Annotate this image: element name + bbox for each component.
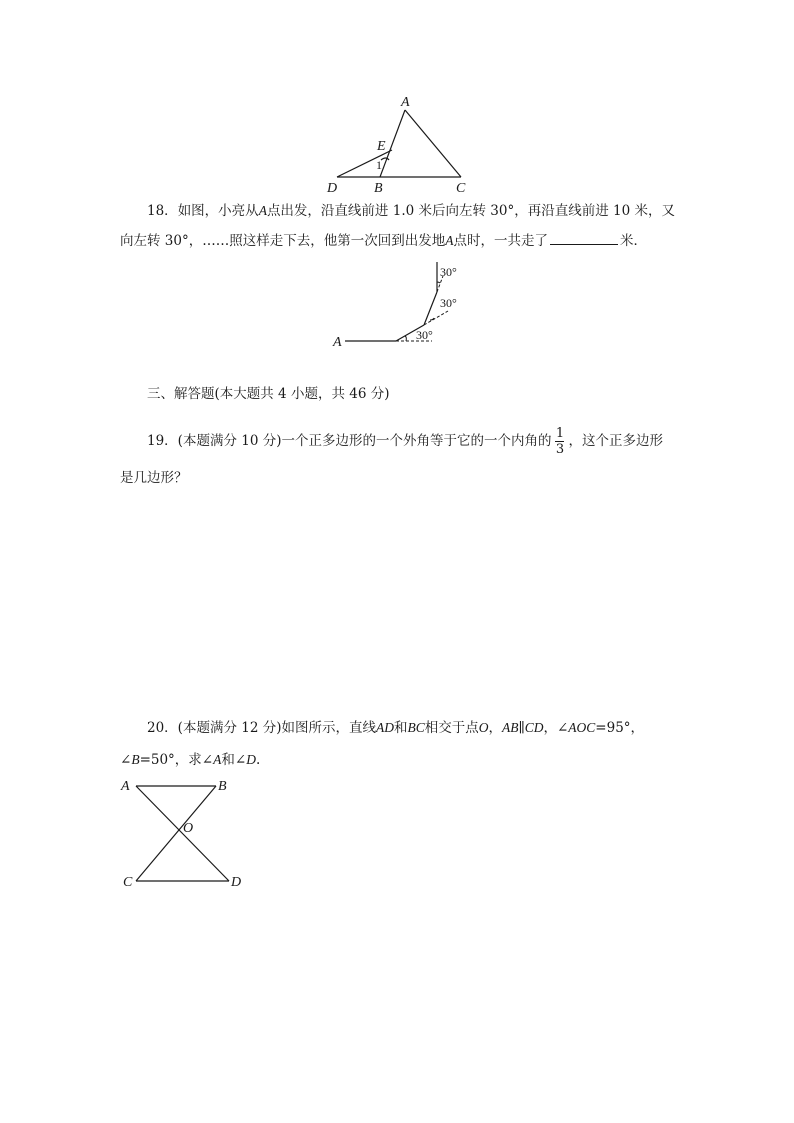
line-BC-q20 — [136, 786, 216, 881]
q20-D: D — [246, 752, 256, 767]
q20-text-2a: ∠ — [120, 752, 132, 768]
fig20-label-A: A — [121, 779, 130, 794]
q20-text-2b: =50°，求∠ — [139, 752, 214, 768]
angle-arc-a — [405, 336, 406, 341]
q20-AB-parallel-CD: AB∥CD — [502, 720, 544, 735]
q19-frac-num: 1 — [555, 426, 565, 441]
q20-text-1c: 相交于点 — [424, 720, 479, 736]
q20-text-2d: . — [255, 752, 261, 768]
q18-line-1 — [147, 201, 675, 221]
q18-line-2 — [120, 230, 647, 251]
q20-text-2c: 和∠ — [221, 752, 247, 768]
q19-frac-den: 3 — [555, 442, 565, 457]
q20-text-1a: 20．(本题满分 12 分)如图所示，直线 — [147, 720, 376, 736]
q18-text-2c: 米． — [619, 233, 647, 249]
q20-text-1e: ，∠ — [543, 720, 569, 736]
q20-O: O — [478, 720, 489, 735]
q19-suffix: ，这个正多边形 — [568, 433, 663, 449]
fig17-label-C: C — [456, 181, 466, 196]
fig18-angle-bottom: 30° — [416, 328, 433, 342]
q19-fraction — [555, 426, 564, 457]
q19-line-1 — [147, 426, 663, 457]
q20-AD: AD — [375, 720, 394, 735]
q18-answer-blank[interactable] — [550, 230, 618, 245]
fig18-label-A: A — [333, 335, 342, 350]
fig17-label-B: B — [374, 181, 383, 196]
fig20-label-O: O — [183, 821, 194, 836]
q20-B: B — [131, 752, 140, 767]
q20-line-1 — [147, 718, 644, 738]
q20-AOC: AOC — [568, 720, 596, 735]
fig18-angle-top: 30° — [440, 265, 457, 279]
q19-prefix: 19．(本题满分 10 分)一个正多边形的一个外角等于它的一个内角的 — [147, 433, 552, 449]
fig20-label-D: D — [231, 875, 242, 890]
q20-A: A — [213, 752, 222, 767]
q18-text-2a: 向左转 30°，……照这样走下去，他第一次回到出发地 — [120, 233, 446, 249]
q18-point-A-1: A — [258, 203, 267, 218]
q18-point-A-2: A — [445, 233, 454, 248]
q20-text-1b: 和 — [393, 720, 408, 736]
q18-text-2b: 点时，一共走了 — [453, 233, 548, 249]
fig18-angle-mid: 30° — [440, 296, 457, 310]
section-3-heading: 三、解答题(本大题共 4 小题，共 46 分) — [147, 386, 390, 402]
q20-line-2 — [120, 750, 260, 770]
fig17-label-D: D — [327, 181, 338, 196]
line-AC — [405, 110, 461, 177]
line-DE — [337, 150, 392, 177]
fig20-label-C: C — [123, 875, 133, 890]
q20-BC: BC — [407, 720, 425, 735]
q18-number: 18． — [147, 203, 178, 219]
q20-text-1f: =95°， — [595, 720, 645, 736]
q18-text-1a: 如图，小亮从 — [177, 203, 259, 219]
fig17-label-A: A — [401, 95, 410, 110]
fig17-label-E: E — [377, 139, 386, 154]
q18-text-1b: 点出发，沿直线前进 1.0 米后向左转 30°，再沿直线前进 10 米，又 — [266, 203, 675, 219]
fig17-label-1: 1 — [376, 158, 382, 172]
angle-arc-1 — [381, 158, 389, 160]
q19-line-2: 是几边形？ — [120, 470, 188, 486]
fig20-label-B: B — [218, 779, 227, 794]
q20-text-1d: ， — [488, 720, 502, 736]
dashed-ext-2 — [424, 311, 448, 325]
